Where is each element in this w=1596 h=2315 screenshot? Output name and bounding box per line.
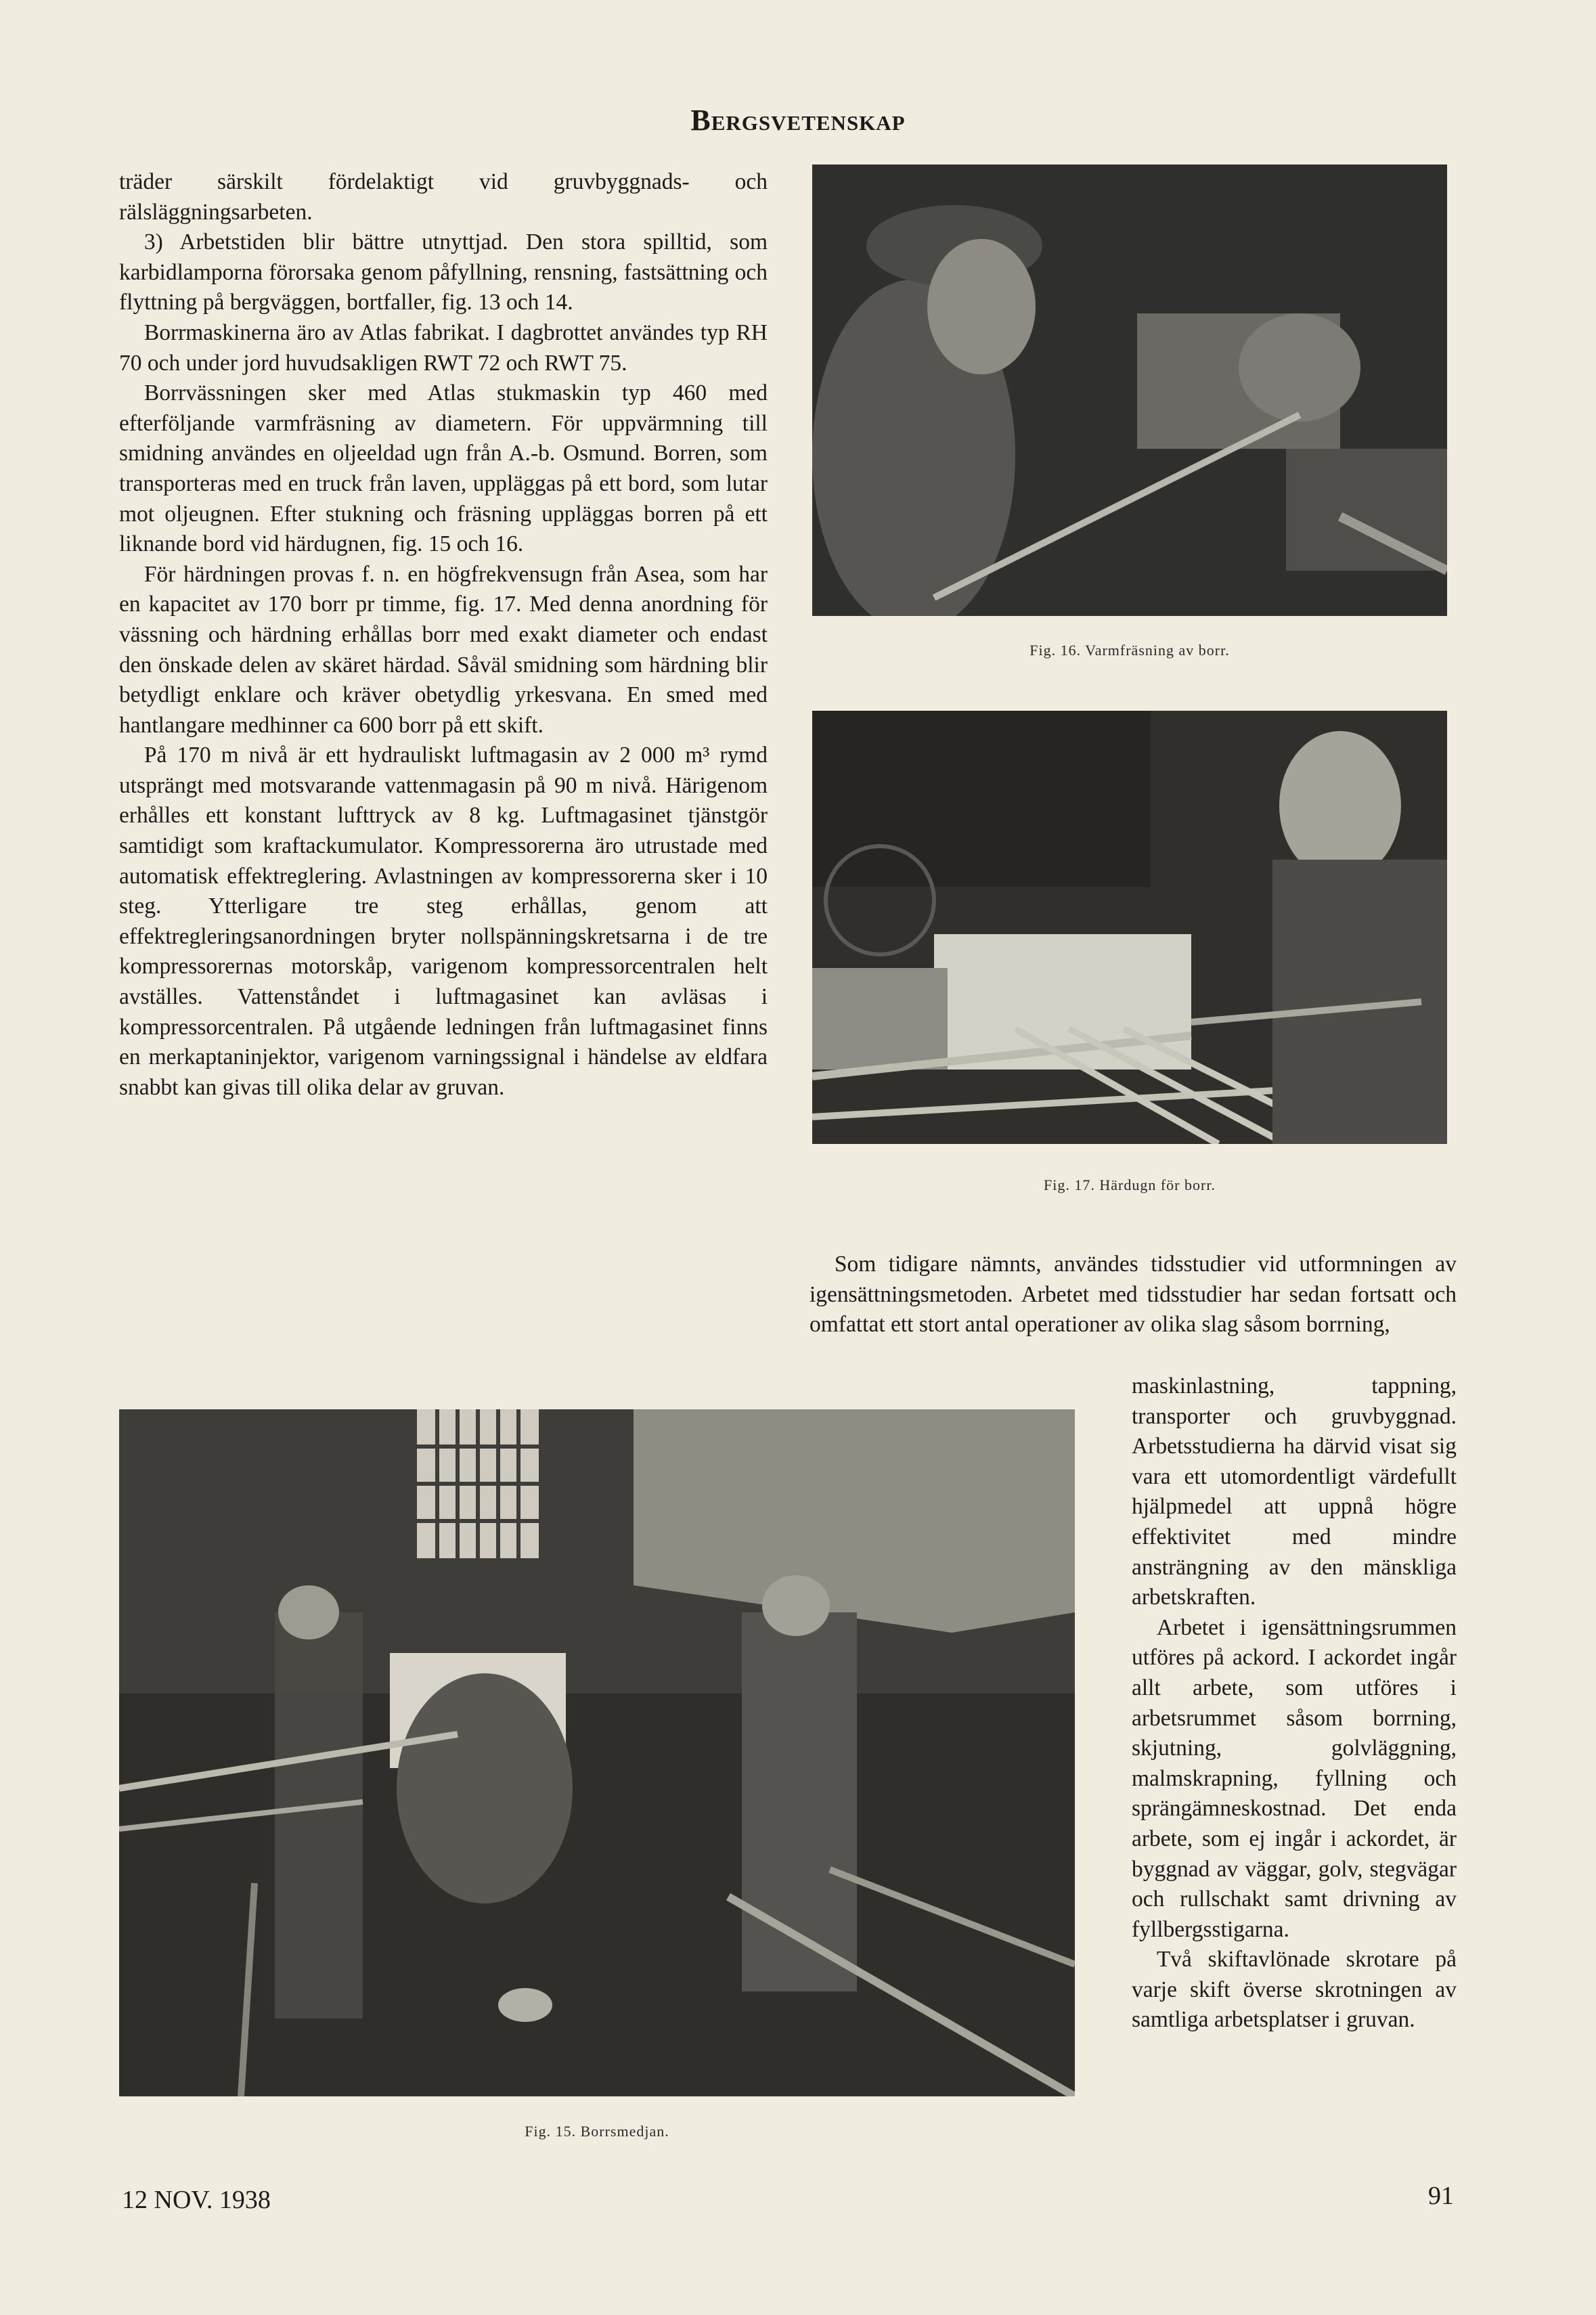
- caption-fig17: Fig. 17. Härdugn för borr.: [1044, 1176, 1216, 1193]
- paragraph: maskinlastning, tappning, transporter och gruvbyggnad. Arbetsstudierna ha därvid visat sig vara ett utomordentligt värdefullt hjälpmedel att uppnå högre effektivitet med mindre ansträngning av den mänskliga arbetskraften.: [1132, 1373, 1457, 1610]
- paragraph: Som tidigare nämnts, användes tidsstudier vid utformningen av igensättningsmetoden. Arbetet med tidsstudier har sedan fortsatt och omfattat ett stort antal operationer av olika slag såsom borrning,: [810, 1252, 1457, 1338]
- running-header: Bergsvetenskap: [690, 104, 906, 137]
- right-column-narrow: [1132, 1371, 1457, 2035]
- paragraph: 3) Arbetstiden blir bättre utnyttjad. Den stora spilltid, som karbidlamporna förorsaka genom påfyllning, rensning, fastsättning och flyttning på bergväggen, bortfaller, fig. 13 och 14.: [119, 229, 768, 315]
- caption-fig15: Fig. 15. Borrsmedjan.: [525, 2123, 669, 2140]
- paragraph: träder särskilt fördelaktigt vid gruvbyggnads- och rälsläggningsarbeten.: [119, 169, 768, 225]
- paragraph: Två skiftavlönade skrotare på varje skift överse skrotningen av samtliga arbetsplatser i gruvan.: [1132, 1947, 1457, 2033]
- paragraph: Borrvässningen sker med Atlas stukmaskin typ 460 med efterföljande varmfräsning av diametern. För uppvärmning till smidning användes en oljeeldad ugn från A.-b. Osmund. Borren, som transporteras med en truck från laven, uppläggas på ett bord, som lutar mot oljeugnen. Efter stukning och fräsning uppläggas borren på ett liknande bord vid härdugnen, fig. 15 och 16.: [119, 380, 768, 557]
- paragraph: På 170 m nivå är ett hydrauliskt luftmagasin av 2 000 m³ rymd utsprängt med motsvarande vattenmagasin på 90 m nivå. Härigenom erhålles ett konstant lufttryck av 8 kg. Luftmagasinet tjänstgör samtidigt som kraftackumulator. Kompressorerna äro utrustade med automatisk effektreglering. Avlastningen av kompressorerna sker i 10 steg. Ytterligare tre steg erhållas, genom att effektregleringsanordningen bryter nollspänningskretsarna i de tre kompressorernas motorskåp, varigenom kompressorcentralen helt avställes. Vattenståndet i luftmagasinet kan avläsas i kompressorcentralen. På utgående ledningen från luftmagasinet finns en merkaptaninjektor, varigenom varningssignal i händelse av eldfara snabbt kan givas till olika delar av gruvan.: [119, 743, 768, 1100]
- caption-fig16: Fig. 16. Varmfräsning av borr.: [1029, 642, 1230, 659]
- page-number: 91: [1428, 2182, 1454, 2210]
- photo-fig15-drill-smithy: [119, 1409, 1075, 2096]
- photo-fig16-hot-milling: [812, 164, 1447, 616]
- left-column: [119, 167, 768, 1386]
- paragraph: Arbetet i igensättningsrummen utföres på ackord. I ackordet ingår allt arbete, som utföres i arbetsrummet såsom borrning, skjutning, golvläggning, malmskrapning, fyllning och sprängämneskostnad. Det enda arbete, som ej ingår i ackordet, är byggnad av väggar, golv, stegvägar och rullschakt samt drivning av fyllbergsstigarna.: [1132, 1614, 1457, 1942]
- issue-date: 12 NOV. 1938: [122, 2186, 271, 2214]
- right-column-top: [810, 1250, 1457, 1340]
- paragraph: För härdningen provas f. n. en högfrekvensugn från Asea, som har en kapacitet av 170 borr pr timme, fig. 17. Med denna anordning för vässning och härdning erhållas borr med exakt diameter och endast den önskade delen av skäret härdad. Såväl smidning som härdning blir betydligt enklare och kräver obetydlig yrkesvana. En smed med hantlangare medhinner ca 600 borr på ett skift.: [119, 561, 768, 738]
- paragraph: Borrmaskinerna äro av Atlas fabrikat. I dagbrottet användes typ RH 70 och under jord huvudsakligen RWT 72 och RWT 75.: [119, 319, 768, 376]
- photo-fig17-hardening-furnace: [812, 711, 1447, 1144]
